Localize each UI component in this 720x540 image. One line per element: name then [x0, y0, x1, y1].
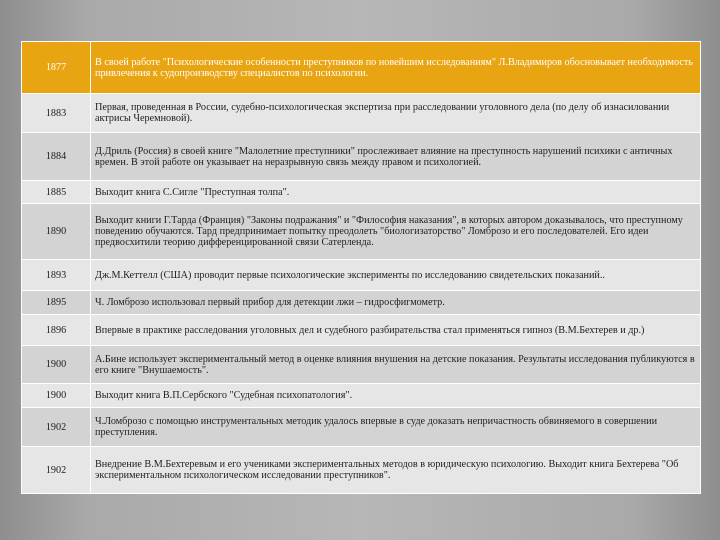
table-row [22, 42, 701, 94]
year-cell: 1883 [22, 94, 91, 133]
event-cell: А.Бине использует экспериментальный метод в оценке влияния внушения на детские показания. Результаты исследования публикуются в его книге "Внушаемость". [91, 346, 701, 384]
event-cell: Выходит книга В.П.Сербского "Судебная психопатология". [91, 384, 701, 408]
event-cell: Первая, проведенная в России, судебно-психологическая экспертиза при расследовании уголовного дела (по делу об изнасиловании актрисы Черемновой). [91, 94, 701, 133]
table-row [22, 204, 701, 260]
table-row [22, 408, 701, 447]
table-row [22, 315, 701, 346]
table-row [22, 260, 701, 291]
table-row [22, 346, 701, 384]
event-cell: Д.Дриль (Россия) в своей книге "Малолетние преступники" прослеживает влияние на преступность нарушений психики с античных времен. В этой работе он указывает на неразрывную связь между правом и психологией. [91, 133, 701, 181]
event-cell: Ч.Ломброзо с помощью инструментальных методик удалось впервые в суде доказать непричастность обвиняемого в совершении преступления. [91, 408, 701, 447]
event-cell: Ч. Ломброзо использовал первый прибор для детекции лжи – гидросфигмометр. [91, 291, 701, 315]
year-cell: 1895 [22, 291, 91, 315]
table-row [22, 384, 701, 408]
year-cell: 1896 [22, 315, 91, 346]
table-row [22, 447, 701, 494]
year-cell: 1893 [22, 260, 91, 291]
table-row [22, 94, 701, 133]
table-row [22, 133, 701, 181]
event-cell: Выходит книги Г.Тарда (Франция) "Законы подражания" и "Философия наказания", в которых автором доказывалось, что преступному поведению обучаются. Тард предпринимает попытку преодолеть "биологизаторство" Ломброзо и его последователей. Его идеи предвосхитили теорию дифференцированной связи Сатерленда. [91, 204, 701, 260]
year-cell: 1885 [22, 181, 91, 204]
year-cell: 1902 [22, 408, 91, 447]
event-cell: Дж.М.Кеттелл (США) проводит первые психологические эксперименты по исследованию свидетельских показаний.. [91, 260, 701, 291]
event-cell: Впервые в практике расследования уголовных дел и судебного разбирательства стал применяться гипноз (В.М.Бехтерев и др.) [91, 315, 701, 346]
year-cell: 1890 [22, 204, 91, 260]
event-cell: Выходит книга С.Сигле "Преступная толпа". [91, 181, 701, 204]
table-row [22, 291, 701, 315]
year-cell: 1877 [22, 42, 91, 94]
year-cell: 1900 [22, 346, 91, 384]
year-cell: 1900 [22, 384, 91, 408]
year-cell: 1902 [22, 447, 91, 494]
event-cell: В своей работе "Психологические особенности преступников по новейшим исследованиям" Л.Владимиров обосновывает необходимость привлечения к судопроизводству специалистов по психологии. [91, 42, 701, 94]
history-table [21, 41, 701, 494]
event-cell: Внедрение В.М.Бехтеревым и его учениками экспериментальных методов в юридическую психологию. Выходит книга Бехтерева "Об экспериментальном психологическом исследовании преступников". [91, 447, 701, 494]
history-table-body [22, 42, 701, 494]
year-cell: 1884 [22, 133, 91, 181]
table-row [22, 181, 701, 204]
